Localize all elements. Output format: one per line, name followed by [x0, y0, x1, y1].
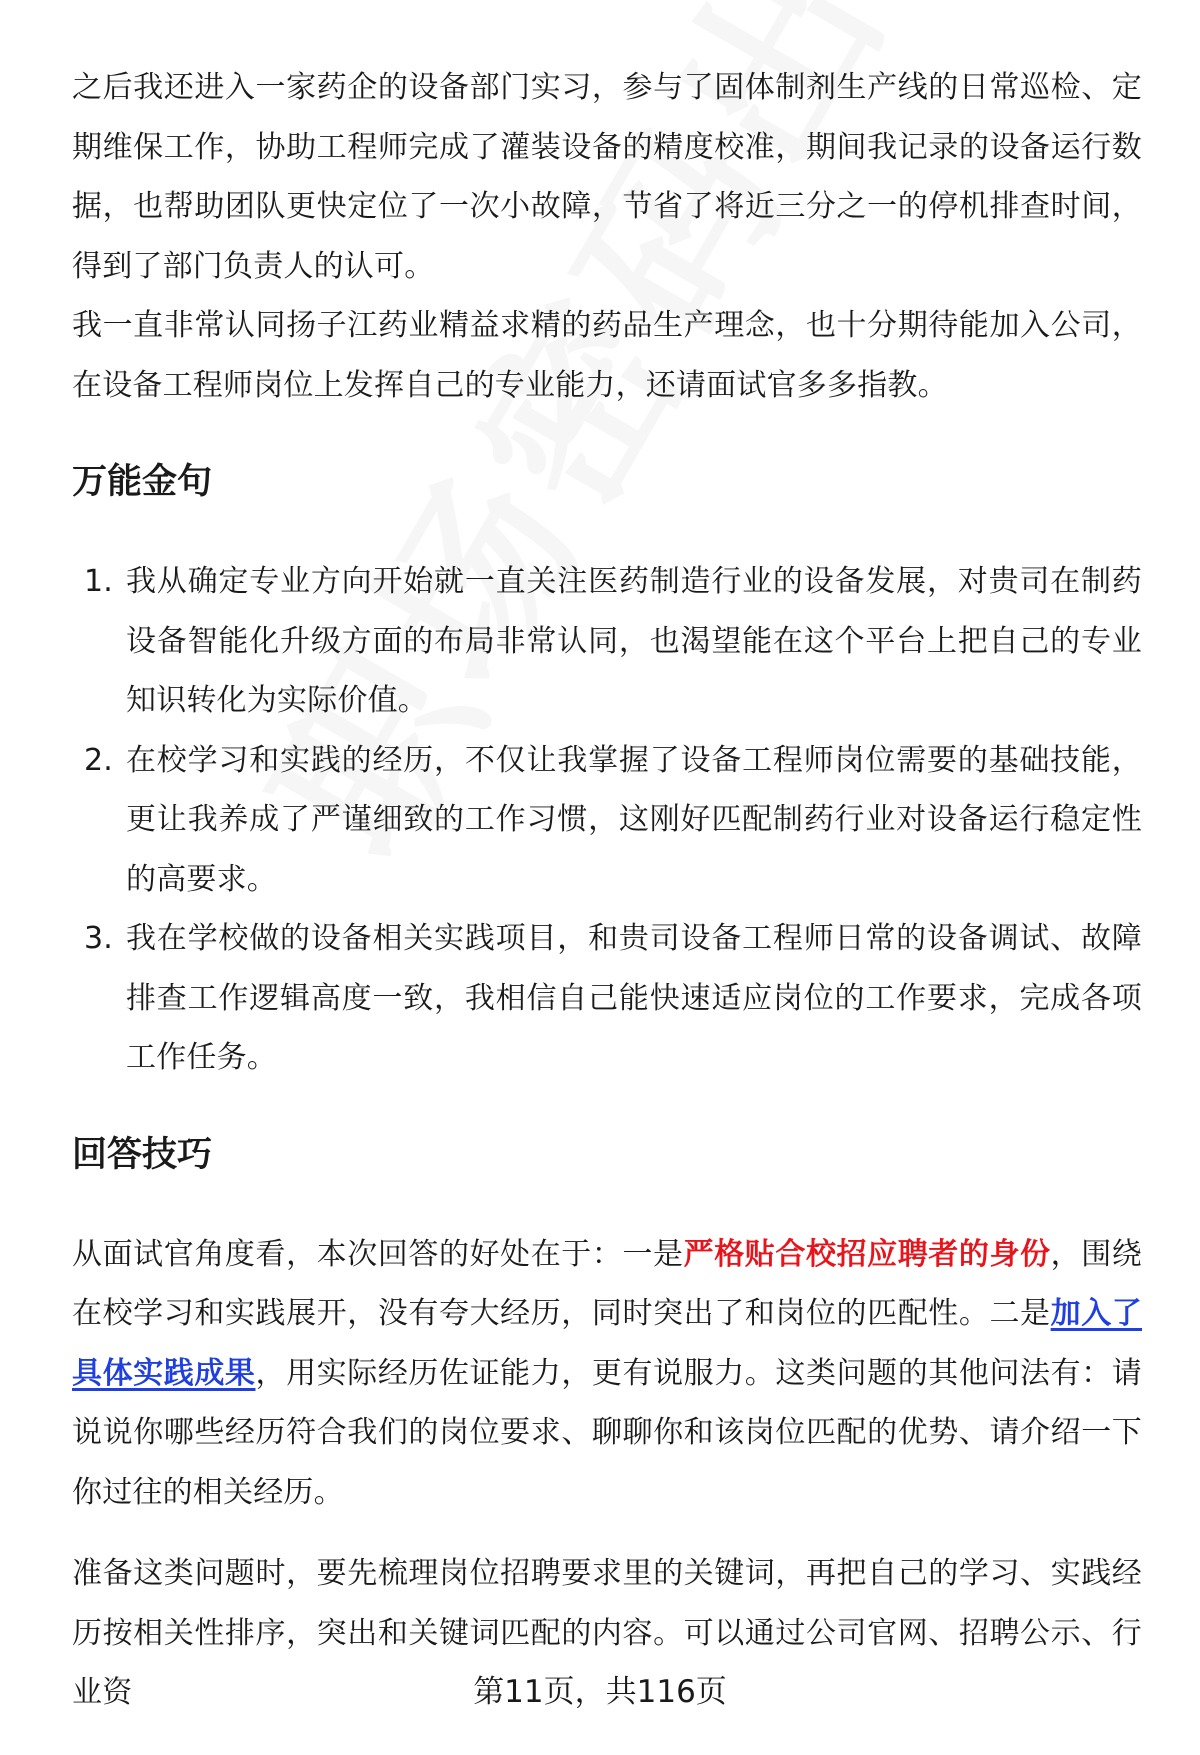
- page-content: [72, 58, 1142, 1723]
- highlight-blue-text: 加入了具体实践成果: [72, 1296, 1142, 1391]
- list-item-text: 在校学习和实践的经历，不仅让我掌握了设备工程师岗位需要的基础技能，更让我养成了严谨细致的工作习惯，这刚好匹配制药行业对设备运行稳定性的高要求。: [126, 742, 1142, 897]
- tips-text-part-b: ，围绕在校学习和实践展开，没有夸大经历，同时突出了和岗位的匹配性。二是: [72, 1236, 1142, 1331]
- list-item-text: 我从确定专业方向开始就一直关注医药制造行业的设备发展，对贵司在制药设备智能化升级方面的布局非常认同，也渴望能在这个平台上把自己的专业知识转化为实际价值。: [126, 564, 1142, 718]
- list-item-text: 我在学校做的设备相关实践项目，和贵司设备工程师日常的设备调试、故障排查工作逻辑高度一致，我相信自己能快速适应岗位的工作要求，完成各项工作任务。: [126, 921, 1142, 1075]
- section-heading-answer-tips: 回答技巧: [72, 1134, 213, 1175]
- intro-paragraph-2: 我一直非常认同扬子江药业精益求精的药品生产理念，也十分期待能加入公司，在设备工程师岗位上发挥自己的专业能力，还请面试官多多指教。: [72, 308, 1142, 403]
- tips-paragraph-2: 准备这类问题时，要先梳理岗位招聘要求里的关键词，再把自己的学习、实践经历按相关性排序，突出和关键词匹配的内容。可以通过公司官网、招聘公示、行业资: [72, 1556, 1142, 1710]
- list-item: [72, 909, 1142, 1088]
- intro-paragraph-1: 之后我还进入一家药企的设备部门实习，参与了固体制剂生产线的日常巡检、定期维保工作，协助工程师完成了灌装设备的精度校准，期间我记录的设备运行数据，也帮助团队更快定位了一次小故障，节省了将近三分之一的停机排查时间，得到了部门负责人的认可。: [72, 70, 1142, 284]
- tips-text-part-a: 从面试官角度看，本次回答的好处在于：一是: [72, 1236, 684, 1272]
- list-item: [72, 731, 1142, 910]
- tips-paragraph-1: [72, 1225, 1142, 1523]
- golden-sentences-list: [72, 552, 1142, 1088]
- tips-text-part-c: ，用实际经历佐证能力，更有说服力。这类问题的其他问法有：请说说你哪些经历符合我们的岗位要求、聊聊你和该岗位匹配的优势、请介绍一下你过往的相关经历。: [72, 1355, 1142, 1510]
- highlight-red-text: 严格贴合校招应聘者的身份: [683, 1236, 1051, 1272]
- page-number-footer: 第11页，共116页: [473, 1674, 727, 1710]
- section-heading-golden-sentences: 万能金句: [72, 462, 213, 502]
- list-item-number: 3.: [84, 921, 114, 956]
- list-item-number: 1.: [84, 564, 114, 599]
- list-item: [72, 552, 1142, 731]
- list-item-number: 2.: [84, 742, 114, 778]
